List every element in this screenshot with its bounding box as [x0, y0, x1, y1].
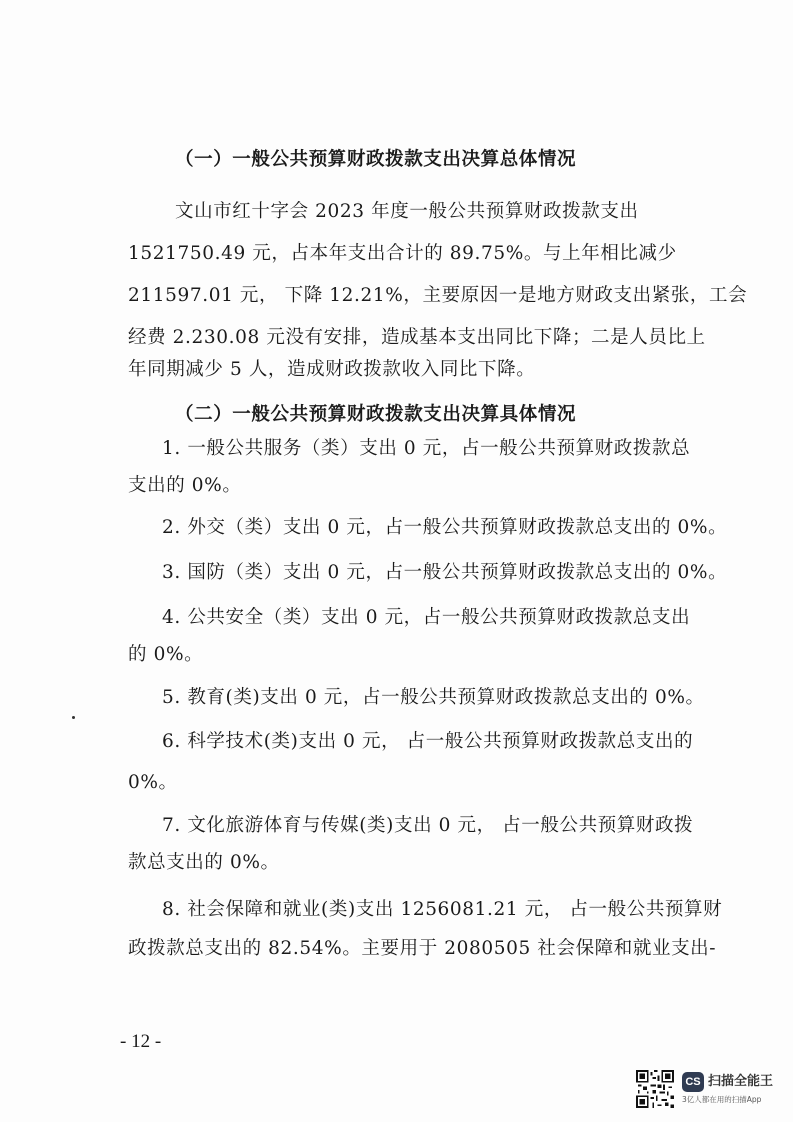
list-item-line: 4. 公共安全（类）支出 0 元，占一般公共预算财政拨款总支出 — [162, 607, 691, 628]
watermark-subtitle: 3亿人都在用的扫描App — [682, 1095, 762, 1104]
section-heading-detail: （二）一般公共预算财政拨款支出决算具体情况 — [175, 404, 577, 425]
paragraph-line: 文山市红十字会 2023 年度一般公共预算财政拨款支出 — [175, 201, 639, 222]
camscanner-logo: CS — [682, 1072, 704, 1092]
paragraph-line: 经费 2.230.08 元没有安排，造成基本支出同比下降；二是人员比上 — [128, 327, 706, 348]
qr-code-icon — [636, 1070, 674, 1108]
paragraph-line: 1521750.49 元，占本年支出合计的 89.75%。与上年相比减少 — [128, 243, 677, 264]
list-item-line: 6. 科学技术(类)支出 0 元， 占一般公共预算财政拨款总支出的 — [162, 731, 694, 752]
list-item-line: 政拨款总支出的 82.54%。主要用于 2080505 社会保障和就业支出- — [128, 938, 717, 959]
list-item-line: 1. 一般公共服务（类）支出 0 元，占一般公共预算财政拨款总 — [162, 438, 691, 459]
list-item-line: 2. 外交（类）支出 0 元，占一般公共预算财政拨款总支出的 0%。 — [162, 517, 728, 538]
list-item-line: 3. 国防（类）支出 0 元，占一般公共预算财政拨款总支出的 0%。 — [162, 562, 728, 583]
page-number: - 12 - — [120, 1031, 162, 1052]
paragraph-line: 年同期减少 5 人，造成财政拨款收入同比下降。 — [128, 359, 536, 380]
stray-dot — [72, 716, 75, 719]
list-item-line: 支出的 0%。 — [128, 475, 242, 496]
list-item-line: 0%。 — [128, 772, 178, 793]
paragraph-line: 211597.01 元， 下降 12.21%，主要原因一是地方财政支出紧张，工会 — [128, 285, 748, 306]
list-item-line: 的 0%。 — [128, 644, 204, 665]
list-item-line: 款总支出的 0%。 — [128, 852, 280, 873]
list-item-line: 5. 教育(类)支出 0 元，占一般公共预算财政拨款总支出的 0%。 — [162, 687, 705, 708]
scanner-watermark — [630, 1068, 780, 1112]
list-item-line: 7. 文化旅游体育与传媒(类)支出 0 元， 占一般公共预算财政拨 — [162, 815, 694, 836]
watermark-title: 扫描全能王 — [708, 1074, 774, 1089]
list-item-line: 8. 社会保障和就业(类)支出 1256081.21 元， 占一般公共预算财 — [162, 899, 723, 920]
section-heading-overall: （一）一般公共预算财政拨款支出决算总体情况 — [175, 149, 577, 170]
